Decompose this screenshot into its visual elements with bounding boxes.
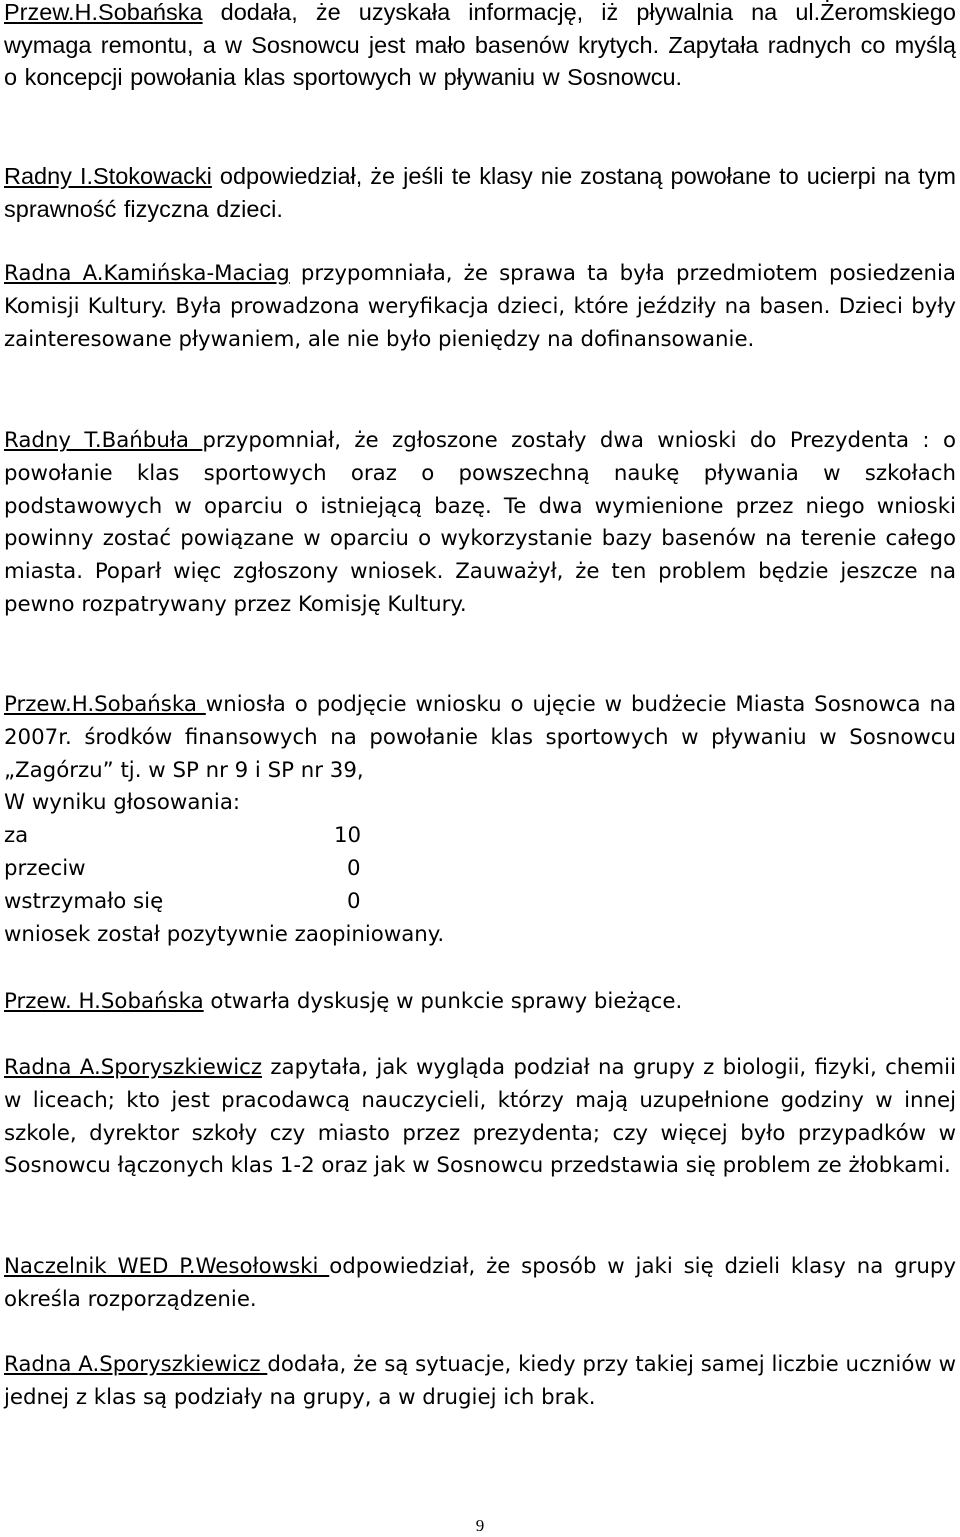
paragraph-text: dodała, że uzyskała informację, iż pływalnia na ul.Żeromskiego wymaga remontu, a w Sosnowcu jest mało basenów krytych. Zapytała radnych co myślą o koncepcji powołania klas sportowych w pływaniu w Sosnowcu. [4, 0, 956, 90]
vote-label: przeciw [4, 855, 86, 881]
paragraph-text: przypomniała, że sprawa ta była przedmiotem posiedzenia Komisji Kultury. Była prowadzona weryfikacja dzieci, które jeździły na basen. Dzieci były zainteresowane pływaniem, ale nie było pieniędzy na dofinansowanie. [4, 261, 956, 352]
paragraph-text: otwarła dyskusję w punkcie sprawy bieżące. [203, 989, 683, 1014]
vote-value: 0 [347, 855, 361, 881]
speaker-name: Radna A.Sporyszkiewicz [4, 1055, 263, 1080]
vote-value: 0 [347, 888, 361, 914]
vote-row-for [4, 820, 956, 853]
paragraph-sporyszkiewicz-addition [4, 1349, 956, 1415]
paragraph-sobanska-pool [4, 0, 956, 94]
paragraph-text: odpowiedział, że jeśli te klasy nie zostaną powołane to ucierpi na tym sprawność fizyczna dzieci. [4, 163, 956, 222]
paragraph-text: zapytała, jak wygląda podział na grupy z biologii, fizyki, chemii w liceach; kto jest pracodawcą nauczycieli, którzy mają uzupełnione godziny w innej szkole, dyrektor szkoły czy miasto przez prezydenta; czy więcej było przypadków w Sosnowcu łączonych klas 1-2 oraz jak w Sosnowcu przedstawia się problem ze żłobkami. [4, 1055, 956, 1179]
paragraph-kaminska-maciag [4, 258, 956, 356]
motion-block [4, 689, 956, 951]
vote-label: wstrzymało się [4, 888, 164, 914]
speaker-name: Przew.H.Sobańska [4, 692, 206, 717]
paragraph-sobanska-motion [4, 689, 956, 787]
page-number: 9 [475, 1516, 485, 1535]
speaker-name: Radna A.Kamińska-Maciag [4, 261, 290, 286]
vote-label: za [4, 823, 29, 849]
speaker-name: Radny I.Stokowacki [4, 163, 212, 189]
paragraph-sporyszkiewicz-question [4, 1052, 956, 1183]
paragraph-text: dodała, że są sytuacje, kiedy przy takiej samej liczbie uczniów w jednej z klas są podziały na grupy, a w drugiej ich brak. [4, 1352, 956, 1410]
speaker-name: Przew. H.Sobańska [4, 989, 204, 1014]
speaker-name: Radny T.Bańbuła [4, 428, 203, 453]
paragraph-text: odpowiedział, że sposób w jaki się dzieli klasy na grupy określa rozporządzenie. [4, 1254, 956, 1312]
speaker-name: Naczelnik WED P.Wesołowski [4, 1254, 330, 1279]
paragraph-text: przypomniał, że zgłoszone zostały dwa wnioski do Prezydenta : o powołanie klas sportowych oraz o powszechną naukę pływania w szkołach podstawowych w oparciu o istniejącą bazę. Te dwa wymienione przez niego wnioski powinny zostać powiązane w oparciu o wykorzystanie bazy basenów na terenie całego miasta. Poparł więc zgłoszony wniosek. Zauważył, że ten problem będzie jeszcze na pewno rozpatrywany przez Komisję Kultury. [4, 428, 956, 617]
speaker-name: Radna A.Sporyszkiewicz [4, 1352, 268, 1377]
vote-row-against [4, 853, 956, 886]
paragraph-text: wniosła o podjęcie wniosku o ujęcie w budżecie Miasta Sosnowca na 2007r. środków finansowych na powołanie klas sportowych w pływaniu w Sosnowcu „Zagórzu” tj. w SP nr 9 i SP nr 39, [4, 692, 956, 783]
vote-result: wniosek został pozytywnie zaopiniowany. [4, 921, 445, 947]
vote-row-abstained [4, 886, 956, 919]
paragraph-wesolowski [4, 1251, 956, 1317]
vote-heading: W wyniku głosowania: [4, 790, 241, 816]
vote-value: 10 [334, 823, 362, 849]
paragraph-stokowacki [4, 160, 956, 225]
speaker-name: Przew.H.Sobańska [4, 0, 203, 25]
paragraph-sobanska-discussion [4, 986, 956, 1019]
paragraph-banbula [4, 425, 956, 622]
